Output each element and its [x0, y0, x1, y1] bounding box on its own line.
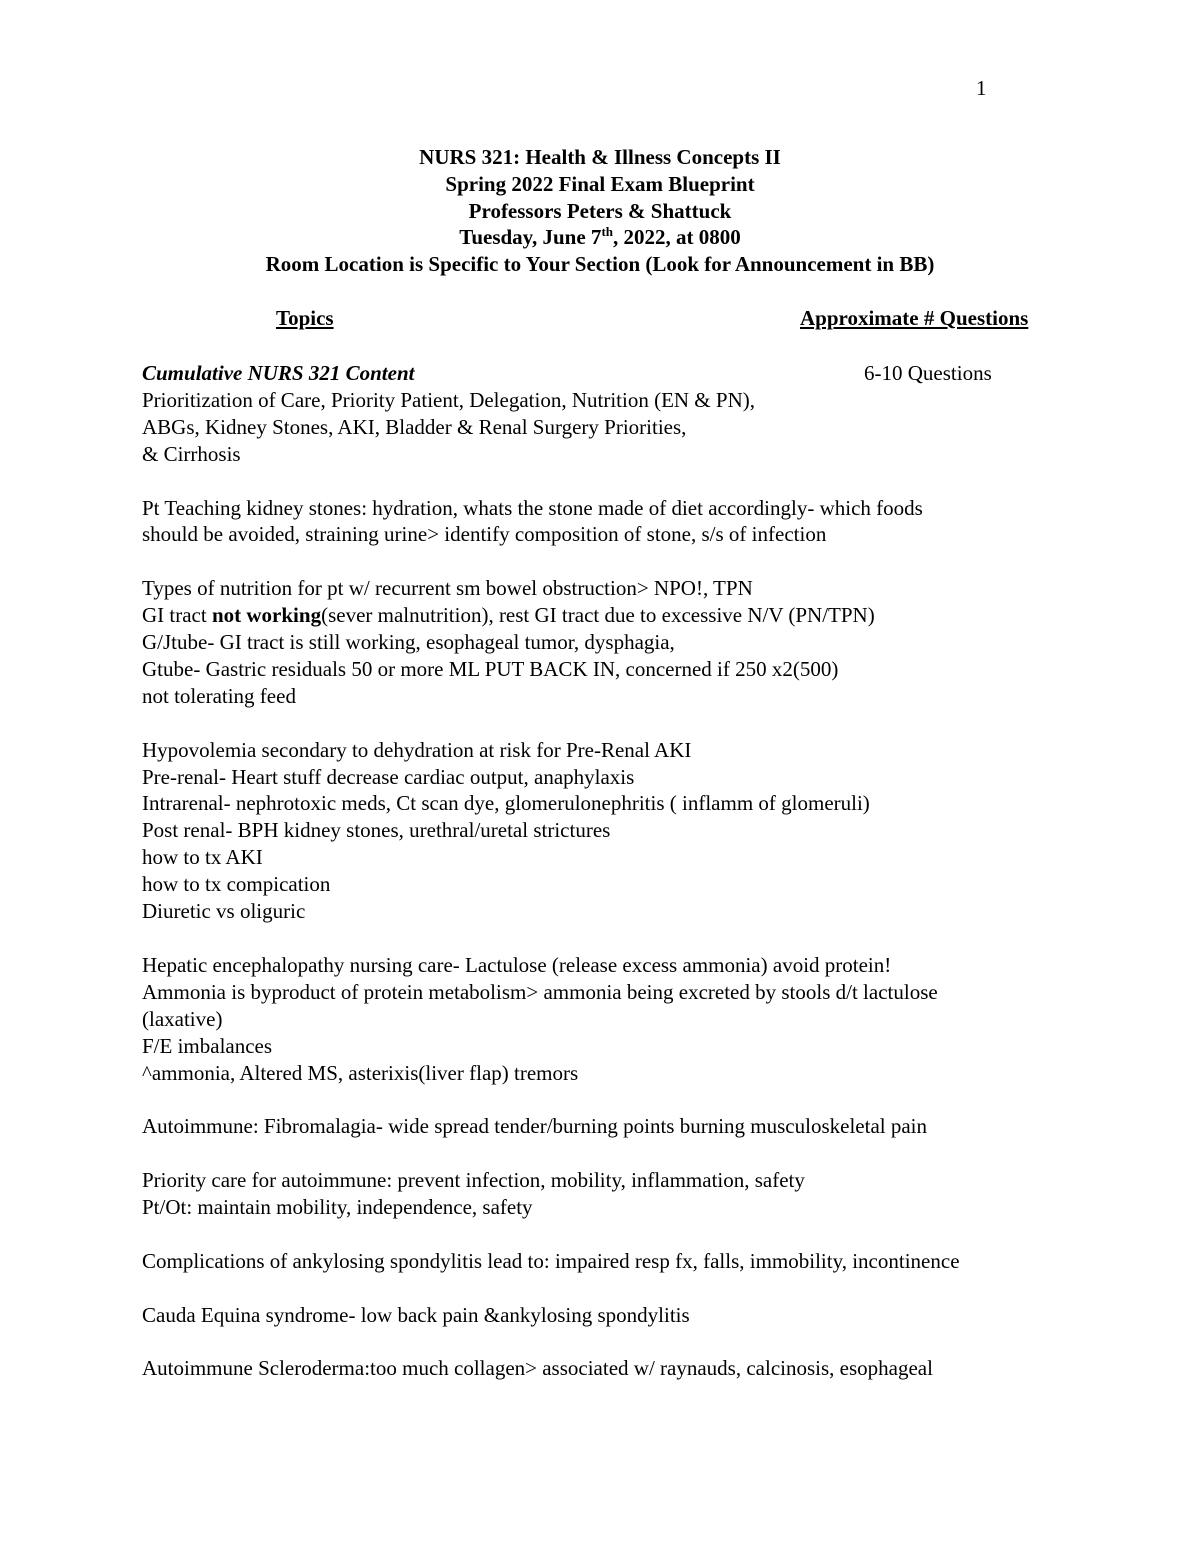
text-line: Autoimmune: Fibromalagia- wide spread tender/burning points burning musculoskeletal pain: [142, 1114, 928, 1139]
section-title: Cumulative NURS 321 Content: [142, 361, 415, 385]
paragraph-gap: [142, 1275, 1072, 1302]
text-line: Complications of ankylosing spondylitis lead to: impaired resp fx, falls, immobility, incontinence: [142, 1248, 960, 1273]
paragraph-gap: [142, 548, 1072, 575]
paragraph-gap: [142, 1140, 1072, 1167]
text-line: Post renal- BPH kidney stones, urethral/uretal strictures: [142, 818, 611, 843]
text-line: Cauda Equina syndrome- low back pain &ankylosing spondylitis: [142, 1302, 690, 1327]
text-line: ^ammonia, Altered MS, asterixis(liver flap) tremors: [142, 1060, 579, 1085]
bold-text: not working: [211, 603, 322, 628]
text-line: Priority care for autoimmune: prevent infection, mobility, inflammation, safety: [142, 1168, 805, 1193]
text-line: F/E imbalances: [142, 1033, 273, 1058]
text-line: Autoimmune Scleroderma:too much collagen> associated w/ raynauds, calcinosis, esophageal: [142, 1356, 933, 1381]
text-line: not tolerating feed: [142, 683, 296, 708]
text-line: should be avoided, straining urine> identify composition of stone, s/s of infection: [142, 522, 827, 547]
course-title: NURS 321: Health & Illness Concepts II: [419, 145, 781, 169]
text-line: how to tx AKI: [142, 845, 263, 870]
text-line: how to tx compication: [142, 872, 331, 897]
text-line: [142, 602, 1072, 629]
column-topics: Topics: [276, 306, 334, 330]
paragraph-gap: [142, 1221, 1072, 1248]
text-line: (laxative): [142, 1006, 223, 1031]
exam-date-sup: th: [601, 224, 613, 240]
text-line: Gtube- Gastric residuals 50 or more ML PUT BACK IN, concerned if 250 x2(500): [142, 656, 839, 681]
text-segment: GI tract: [142, 603, 212, 628]
text-line: Hepatic encephalopathy nursing care- Lactulose (release excess ammonia) avoid protein!: [142, 952, 892, 977]
document-body: [142, 360, 1072, 1382]
paragraph-gap: [142, 1086, 1072, 1113]
column-approx-questions: Approximate # Questions: [800, 306, 1029, 330]
paragraph-gap: [142, 925, 1072, 952]
text-segment: (sever malnutrition), rest GI tract due to excessive N/V (PN/TPN): [321, 603, 875, 628]
paragraph-gap: [142, 1329, 1072, 1356]
paragraph-gap: [142, 710, 1072, 737]
text-line: Hypovolemia secondary to dehydration at risk for Pre-Renal AKI: [142, 737, 692, 762]
document-header: [0, 144, 1200, 278]
page-number: 1: [976, 76, 987, 100]
text-line: Pre-renal- Heart stuff decrease cardiac output, anaphylaxis: [142, 764, 635, 789]
text-line: Prioritization of Care, Priority Patient, Delegation, Nutrition (EN & PN),: [142, 387, 755, 412]
text-line: G/Jtube- GI tract is still working, esophageal tumor, dysphagia,: [142, 630, 675, 655]
text-line: Pt/Ot: maintain mobility, independence, safety: [142, 1195, 533, 1219]
section-question-count: 6-10 Questions: [864, 361, 992, 385]
professors-line: Professors Peters & Shattuck: [468, 198, 732, 223]
exam-title: Spring 2022 Final Exam Blueprint: [445, 171, 755, 196]
text-line: Diuretic vs oliguric: [142, 899, 306, 924]
text-line: Intrarenal- nephrotoxic meds, Ct scan dye, glomerulonephritis ( inflamm of glomeruli): [142, 791, 870, 816]
paragraph-gap: [142, 468, 1072, 495]
room-location: Room Location is Specific to Your Section (Look for Announcement in BB): [265, 252, 935, 277]
text-line: Types of nutrition for pt w/ recurrent sm bowel obstruction> NPO!, TPN: [142, 576, 753, 601]
text-line: Pt Teaching kidney stones: hydration, whats the stone made of diet accordingly- which foods: [142, 495, 923, 520]
exam-date-suffix: , 2022, at 0800: [613, 225, 741, 250]
text-line: & Cirrhosis: [142, 441, 241, 466]
section-row: [142, 360, 1072, 387]
exam-date-prefix: Tuesday, June 7: [459, 225, 602, 250]
exam-date: [0, 224, 1200, 251]
text-line: ABGs, Kidney Stones, AKI, Bladder & Renal Surgery Priorities,: [142, 414, 687, 439]
text-line: Ammonia is byproduct of protein metabolism> ammonia being excreted by stools d/t lactulose: [142, 979, 938, 1004]
